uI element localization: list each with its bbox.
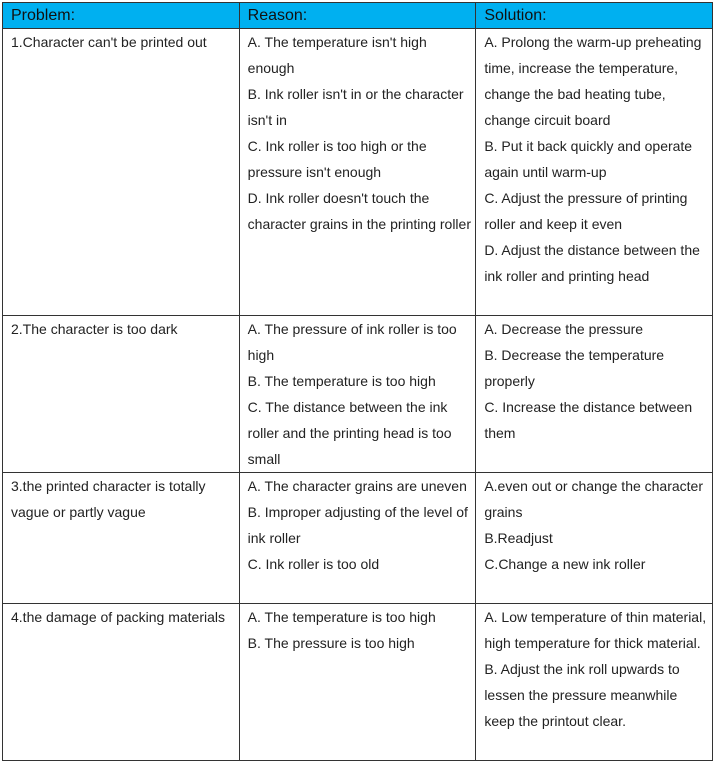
problem-cell bbox=[3, 29, 240, 316]
solution-cell bbox=[476, 29, 713, 316]
table-row bbox=[3, 316, 713, 473]
solution-cell-item: B. Decrease the temperature properly bbox=[484, 347, 665, 389]
table-row bbox=[3, 604, 713, 761]
reason-cell-item: A. The character grains are uneven bbox=[247, 478, 467, 494]
problem-cell-item: 1.Character can't be printed out bbox=[11, 34, 207, 50]
header-reason: Reason: bbox=[239, 3, 476, 29]
reason-cell bbox=[239, 604, 476, 761]
reason-cell-item: A. The temperature isn't high enough bbox=[247, 34, 427, 76]
problem-cell-item: 2.The character is too dark bbox=[11, 321, 178, 337]
problem-cell-item: 3.the printed character is totally vague or partly vague bbox=[11, 478, 206, 520]
reason-cell-item: B. The pressure is too high bbox=[247, 635, 415, 651]
reason-cell-item: C. The distance between the ink roller and the printing head is too small bbox=[247, 399, 452, 467]
reason-cell-item: D. Ink roller doesn't touch the character grains in the printing roller bbox=[247, 190, 471, 232]
solution-cell-item: A. Decrease the pressure bbox=[484, 321, 644, 337]
solution-cell bbox=[476, 604, 713, 761]
table-row bbox=[3, 473, 713, 604]
solution-cell-item: D. Adjust the distance between the ink roller and printing head bbox=[484, 242, 700, 284]
solution-cell-item: B. Put it back quickly and operate again until warm-up bbox=[484, 138, 693, 180]
solution-cell bbox=[476, 473, 713, 604]
header-solution: Solution: bbox=[476, 3, 713, 29]
solution-cell-item: B. Adjust the ink roll upwards to lessen the pressure meanwhile keep the printout clear. bbox=[484, 661, 680, 729]
reason-cell bbox=[239, 29, 476, 316]
problem-cell bbox=[3, 473, 240, 604]
reason-cell-item: B. Ink roller isn't in or the character isn't in bbox=[247, 86, 464, 128]
solution-cell-item: C. Increase the distance between them bbox=[484, 399, 693, 441]
reason-cell-item: C. Ink roller is too old bbox=[247, 556, 380, 572]
solution-cell-item: A.even out or change the character grains bbox=[484, 478, 704, 520]
header-row bbox=[3, 3, 713, 29]
reason-cell-item: A. The pressure of ink roller is too high bbox=[247, 321, 457, 363]
reason-cell-item: B. Improper adjusting of the level of ink roller bbox=[247, 504, 468, 546]
problem-cell bbox=[3, 316, 240, 473]
reason-cell bbox=[239, 316, 476, 473]
solution-cell bbox=[476, 316, 713, 473]
solution-cell-item: C.Change a new ink roller bbox=[484, 556, 646, 572]
reason-cell-item: C. Ink roller is too high or the pressure isn't enough bbox=[247, 138, 427, 180]
problem-cell-item: 4.the damage of packing materials bbox=[11, 609, 226, 625]
solution-cell-item: C. Adjust the pressure of printing roller and keep it even bbox=[484, 190, 688, 232]
solution-cell-item: A. Low temperature of thin material, high temperature for thick material. bbox=[484, 609, 707, 651]
table-row bbox=[3, 29, 713, 316]
problem-cell bbox=[3, 604, 240, 761]
solution-cell-item: B.Readjust bbox=[484, 530, 553, 546]
reason-cell-item: A. The temperature is too high bbox=[247, 609, 436, 625]
header-problem: Problem: bbox=[3, 3, 240, 29]
solution-cell-item: A. Prolong the warm-up preheating time, increase the temperature, change the bad heating tube, change circuit board bbox=[484, 34, 702, 128]
troubleshooting-table bbox=[2, 2, 713, 761]
reason-cell bbox=[239, 473, 476, 604]
reason-cell-item: B. The temperature is too high bbox=[247, 373, 436, 389]
